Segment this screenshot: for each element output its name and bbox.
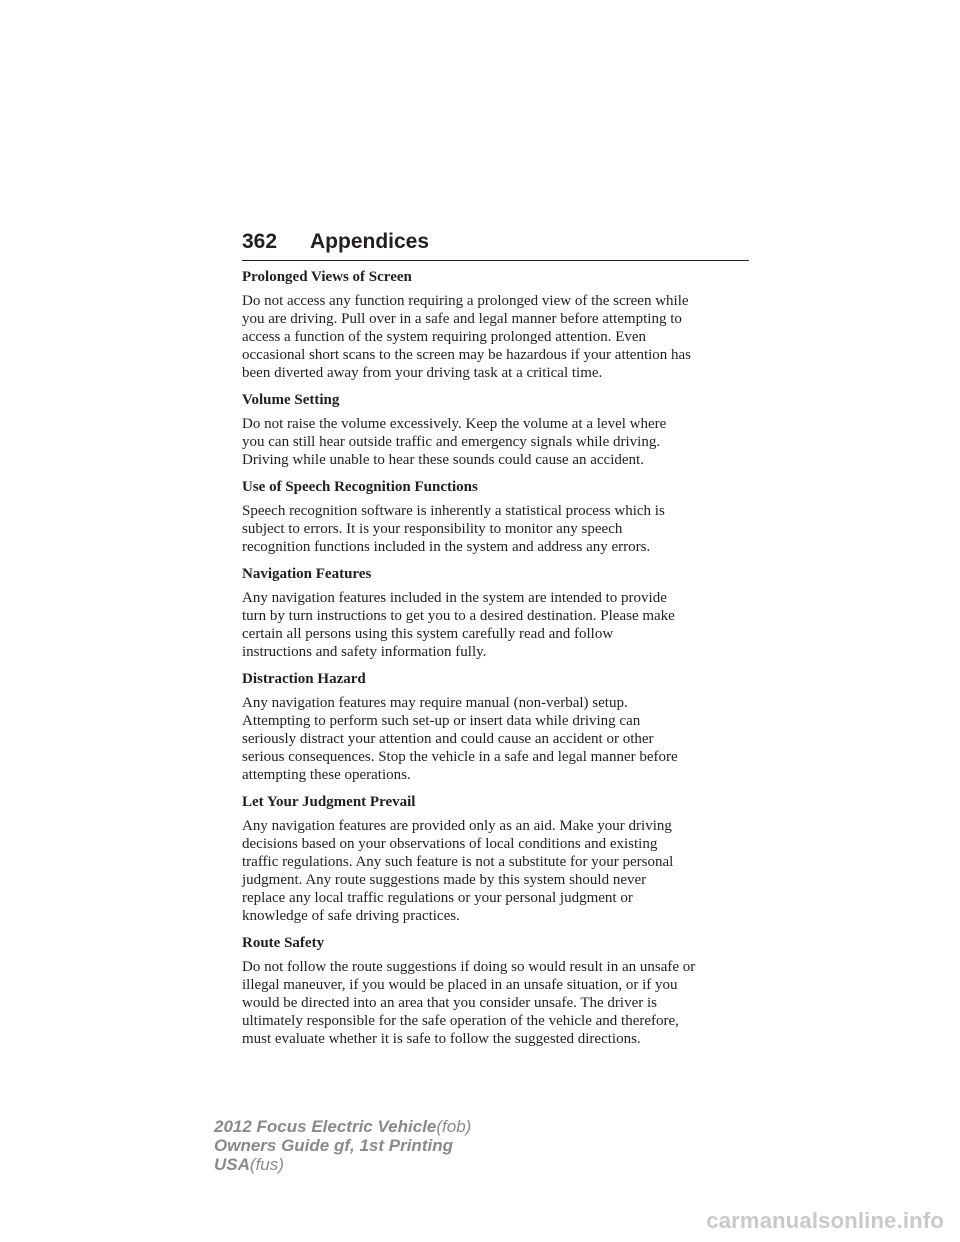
section-heading: Use of Speech Recognition Functions: [242, 479, 478, 495]
paragraph-line: Do not access any function requiring a prolonged view of the screen while: [242, 293, 689, 309]
footer: [214, 1117, 471, 1174]
footer-vehicle: 2012 Focus Electric Vehicle: [214, 1117, 437, 1136]
paragraph-line: Any navigation features included in the system are intended to provide: [242, 590, 667, 606]
footer-vehicle-code: (fob): [436, 1117, 472, 1136]
footer-line-guide: [214, 1136, 471, 1155]
paragraph-line: judgment. Any route suggestions made by this system should never: [242, 872, 647, 888]
section-title: Appendices: [310, 230, 430, 253]
section-heading: Distraction Hazard: [242, 671, 366, 687]
footer-market-code: (fus): [249, 1155, 284, 1174]
paragraph-line: Any navigation features may require manual (non-verbal) setup.: [242, 695, 628, 711]
footer-guide: Owners Guide gf, 1st Printing: [214, 1136, 453, 1155]
paragraph-line: been diverted away from your driving task at a critical time.: [242, 365, 603, 381]
section-paragraph: [242, 502, 750, 556]
paragraph-line: subject to errors. It is your responsibility to monitor any speech: [242, 521, 623, 537]
paragraph-line: Do not follow the route suggestions if doing so would result in an unsafe or: [242, 959, 696, 975]
paragraph-line: certain all persons using this system carefully read and follow: [242, 626, 614, 642]
paragraph-line: must evaluate whether it is safe to follow the suggested directions.: [242, 1031, 641, 1047]
section-heading: Route Safety: [242, 935, 325, 951]
section-paragraph: [242, 292, 750, 382]
paragraph-line: replace any local traffic regulations or your personal judgment or: [242, 890, 633, 906]
watermark: carmanualsonline.info: [706, 1208, 944, 1233]
paragraph-line: Driving while unable to hear these sounds could cause an accident.: [242, 452, 644, 468]
paragraph-line: attempting these operations.: [242, 767, 411, 783]
paragraph-line: turn by turn instructions to get you to a desired destination. Please make: [242, 608, 675, 624]
paragraph-line: instructions and safety information fully.: [242, 644, 487, 660]
paragraph-line: knowledge of safe driving practices.: [242, 908, 460, 924]
paragraph-line: seriously distract your attention and could cause an accident or other: [242, 731, 654, 747]
paragraph-line: occasional short scans to the screen may be hazardous if your attention has: [242, 347, 692, 363]
paragraph-line: ultimately responsible for the safe operation of the vehicle and therefore,: [242, 1013, 679, 1029]
paragraph-line: decisions based on your observations of local conditions and existing: [242, 836, 658, 852]
paragraph-line: recognition functions included in the system and address any errors.: [242, 539, 651, 555]
section-paragraph: [242, 589, 750, 661]
paragraph-line: you can still hear outside traffic and emergency signals while driving.: [242, 434, 661, 450]
footer-line-market: [214, 1155, 471, 1174]
section-heading: Volume Setting: [242, 392, 340, 408]
page-content: [242, 268, 750, 1057]
section-paragraph: [242, 958, 750, 1048]
paragraph-line: access a function of the system requiring prolonged attention. Even: [242, 329, 647, 345]
section-paragraph: [242, 694, 750, 784]
paragraph-line: serious consequences. Stop the vehicle in a safe and legal manner before: [242, 749, 678, 765]
footer-market: USA: [214, 1155, 250, 1174]
paragraph-line: you are driving. Pull over in a safe and legal manner before attempting to: [242, 311, 682, 327]
section-heading: Navigation Features: [242, 566, 372, 582]
page-number: 362: [242, 230, 278, 253]
section-paragraph: [242, 817, 750, 925]
paragraph-line: traffic regulations. Any such feature is not a substitute for your personal: [242, 854, 674, 870]
paragraph-line: Do not raise the volume excessively. Keep the volume at a level where: [242, 416, 667, 432]
section-heading: Prolonged Views of Screen: [242, 269, 412, 285]
paragraph-line: Any navigation features are provided only as an aid. Make your driving: [242, 818, 672, 834]
footer-line-vehicle: [214, 1117, 471, 1136]
paragraph-line: Speech recognition software is inherently a statistical process which is: [242, 503, 665, 519]
section-paragraph: [242, 415, 750, 469]
paragraph-line: illegal maneuver, if you would be placed in an unsafe situation, or if you: [242, 977, 678, 993]
paragraph-line: Attempting to perform such set-up or insert data while driving can: [242, 713, 641, 729]
paragraph-line: would be directed into an area that you consider unsafe. The driver is: [242, 995, 657, 1011]
page-header: [242, 228, 749, 261]
section-heading: Let Your Judgment Prevail: [242, 794, 416, 810]
